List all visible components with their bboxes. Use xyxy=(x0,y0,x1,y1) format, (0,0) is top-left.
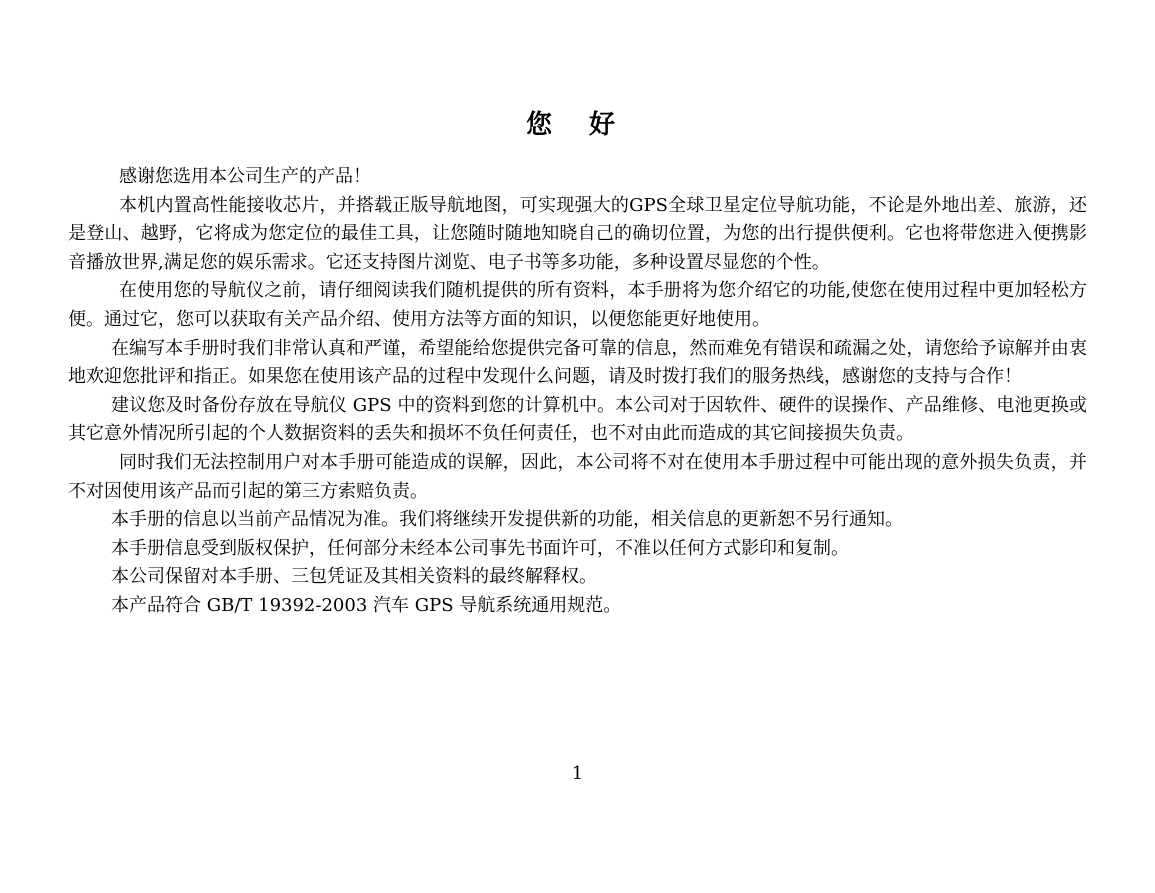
paragraph-standard-compliance: 本产品符合 GB/T 19392-2003 汽车 GPS 导航系统通用规范。 xyxy=(111,594,622,616)
paragraph-feedback: 在编写本手册时我们非常认真和严谨，希望能给您提供完备可靠的信息，然而难免有错误和疏漏之处，请您给予谅解并由衷地欢迎您批评和指正。如果您在使用该产品的过程中发现什么问题，请及时拨打我们的服务热线，感谢您的支持与合作！ xyxy=(68,337,1087,388)
paragraph-misunderstanding-disclaimer: 同时我们无法控制用户对本手册可能造成的误解，因此，本公司将不对在使用本手册过程中可能出现的意外损失负责，并不对因使用该产品而引起的第三方索赔负责。 xyxy=(68,451,1087,502)
paragraph-thanks: 感谢您选用本公司生产的产品！ xyxy=(119,166,371,187)
paragraph-info-updates: 本手册的信息以当前产品情况为准。我们将继续开发提供新的功能，相关信息的更新恕不另行通知。 xyxy=(111,509,903,531)
paragraph-copyright: 本手册信息受到版权保护，任何部分未经本公司事先书面许可，不准以任何方式影印和复制。 xyxy=(111,537,849,559)
paragraph-product-intro: 本机内置高性能接收芯片，并搭载正版导航地图，可实现强大的GPS全球卫星定位导航功能，不论是外地出差、旅游，还是登山、越野，它将成为您定位的最佳工具，让您随时随地知晓自己的确切位置，为您的出行提供便利。它也将带您进入便携影音播放世界,满足您的娱乐需求。它还支持图片浏览、电子书等多功能，多种设置尽显您的个性。 xyxy=(68,194,1087,273)
paragraph-backup-disclaimer: 建议您及时备份存放在导航仪 GPS 中的资料到您的计算机中。本公司对于因软件、硬件的误操作、产品维修、电池更换或其它意外情况所引起的个人数据资料的丢失和损坏不负任何责任，也不对由此而造成的其它间接损失负责。 xyxy=(68,394,1087,445)
paragraph-interpretation-right: 本公司保留对本手册、三包凭证及其相关资料的最终解释权。 xyxy=(111,566,597,588)
page-number: 1 xyxy=(571,763,584,784)
body-text xyxy=(68,163,1087,621)
paragraph-read-manual: 在使用您的导航仪之前，请仔细阅读我们随机提供的所有资料，本手册将为您介绍它的功能,使您在使用过程中更加轻松方便。通过它，您可以获取有关产品介绍、使用方法等方面的知识，以便您能更好地使用。 xyxy=(68,280,1087,330)
page-title: 您 好 xyxy=(525,110,630,140)
